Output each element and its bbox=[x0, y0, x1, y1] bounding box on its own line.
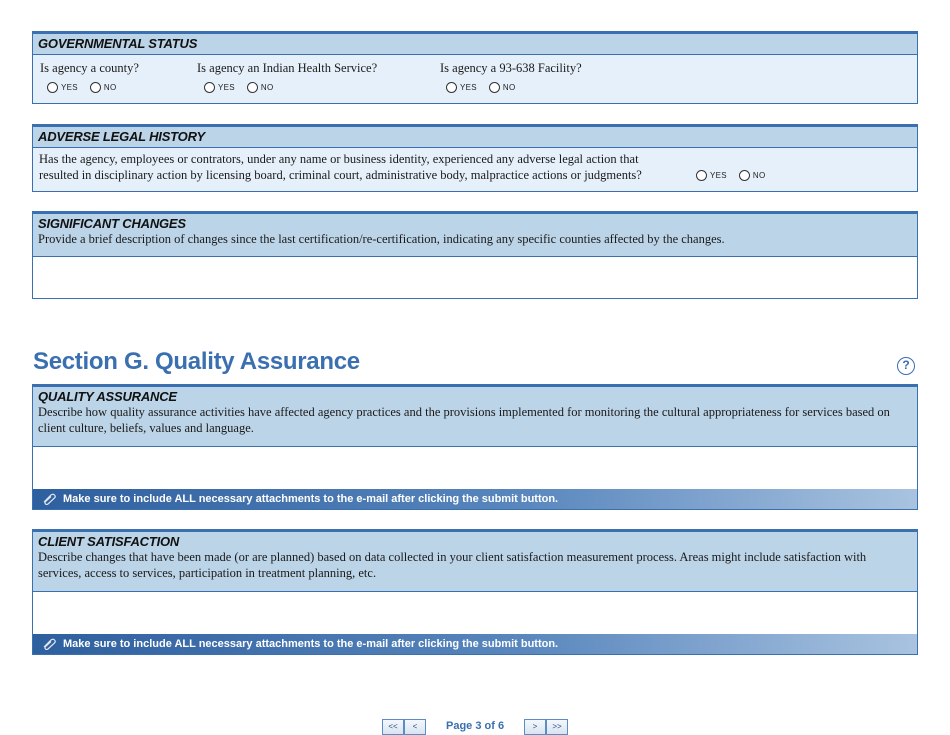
help-icon[interactable]: ? bbox=[897, 357, 915, 375]
page-indicator: Page 3 of 6 bbox=[446, 720, 505, 732]
county-no-radio[interactable] bbox=[90, 82, 101, 93]
adverse-legal-history-title: ADVERSE LEGAL HISTORY bbox=[38, 129, 206, 144]
adverse-legal-no-radio[interactable] bbox=[739, 170, 750, 181]
ihs-no-radio[interactable] bbox=[247, 82, 258, 93]
adverse-legal-radio-group bbox=[696, 170, 778, 181]
attachment-note-bar bbox=[33, 634, 917, 654]
radio-label-yes: YES bbox=[710, 171, 727, 180]
radio-label-yes: YES bbox=[61, 83, 78, 92]
governmental-status-body bbox=[33, 55, 917, 103]
county-yes-radio[interactable] bbox=[47, 82, 58, 93]
attachment-note-text: Make sure to include ALL necessary attachments to the e-mail after clicking the submit button. bbox=[63, 493, 559, 505]
question-93-638-facility: Is agency a 93-638 Facility? bbox=[440, 61, 582, 75]
paperclip-icon bbox=[41, 493, 57, 505]
quality-assurance-panel bbox=[32, 384, 918, 510]
client-satisfaction-panel bbox=[32, 529, 918, 655]
significant-changes-textarea[interactable] bbox=[33, 257, 917, 298]
adverse-legal-question-line1: Has the agency, employees or contrators, under any name or business identity, experienced any adverse legal action that bbox=[39, 152, 639, 166]
next-page-button[interactable]: > bbox=[524, 719, 546, 735]
adverse-legal-yes-radio[interactable] bbox=[696, 170, 707, 181]
attachment-note-bar bbox=[33, 489, 917, 509]
significant-changes-description: Provide a brief description of changes since the last certification/re-certification, indicating any specific counties affected by the changes. bbox=[38, 232, 725, 246]
ihs-radio-group bbox=[204, 82, 286, 93]
radio-label-no: NO bbox=[752, 171, 766, 180]
pagination bbox=[0, 719, 950, 735]
county-radio-group bbox=[47, 82, 129, 93]
facility-radio-group bbox=[446, 82, 528, 93]
client-satisfaction-textarea[interactable] bbox=[33, 592, 917, 634]
question-indian-health-service: Is agency an Indian Health Service? bbox=[197, 61, 378, 75]
quality-assurance-title: QUALITY ASSURANCE bbox=[38, 389, 177, 404]
attachment-note-text: Make sure to include ALL necessary attachments to the e-mail after clicking the submit button. bbox=[63, 638, 559, 650]
prev-page-button[interactable]: < bbox=[404, 719, 426, 735]
panel-header bbox=[33, 387, 917, 447]
section-g-title: Section G. Quality Assurance bbox=[33, 348, 360, 375]
quality-assurance-description: Describe how quality assurance activities have affected agency practices and the provisions implemented for monitoring the cultural appropriateness for services based on client culture, beliefs, values and language. bbox=[38, 405, 890, 435]
last-page-button[interactable]: >> bbox=[546, 719, 568, 735]
panel-header bbox=[33, 127, 917, 148]
first-page-button[interactable]: << bbox=[382, 719, 404, 735]
radio-label-no: NO bbox=[260, 83, 274, 92]
client-satisfaction-description: Describe changes that have been made (or are planned) based on data collected in your client satisfaction measurement process. Areas might include satisfaction with services, access to services, participation in treatment planning, etc. bbox=[38, 550, 867, 580]
radio-label-no: NO bbox=[103, 83, 117, 92]
significant-changes-panel bbox=[32, 211, 918, 299]
panel-header bbox=[33, 34, 917, 55]
governmental-status-panel bbox=[32, 31, 918, 104]
radio-label-no: NO bbox=[502, 83, 516, 92]
radio-label-yes: YES bbox=[218, 83, 235, 92]
quality-assurance-textarea[interactable] bbox=[33, 447, 917, 489]
significant-changes-title: SIGNIFICANT CHANGES bbox=[38, 216, 186, 231]
paperclip-icon bbox=[41, 638, 57, 650]
ihs-yes-radio[interactable] bbox=[204, 82, 215, 93]
adverse-legal-history-body bbox=[33, 148, 917, 191]
facility-no-radio[interactable] bbox=[489, 82, 500, 93]
facility-yes-radio[interactable] bbox=[446, 82, 457, 93]
radio-label-yes: YES bbox=[460, 83, 477, 92]
question-county: Is agency a county? bbox=[40, 61, 139, 75]
panel-header bbox=[33, 214, 917, 257]
governmental-status-title: GOVERNMENTAL STATUS bbox=[38, 36, 198, 51]
adverse-legal-history-panel bbox=[32, 124, 918, 192]
adverse-legal-question-line2: resulted in disciplinary action by licensing board, criminal court, administrative body, malpractice actions or judgments? bbox=[39, 168, 642, 182]
panel-header bbox=[33, 532, 917, 592]
client-satisfaction-title: CLIENT SATISFACTION bbox=[38, 534, 180, 549]
